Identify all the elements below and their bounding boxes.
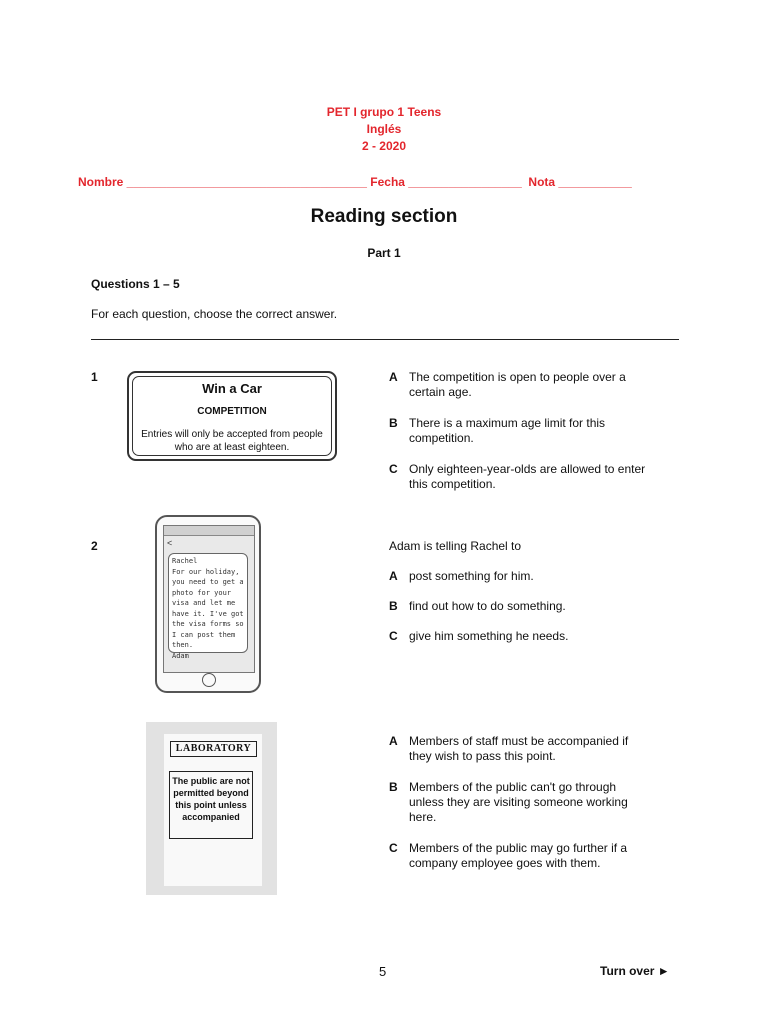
header-title: PET I grupo 1 Teens: [326, 105, 442, 119]
answer-option[interactable]: [389, 599, 649, 614]
answer-option[interactable]: [389, 370, 649, 400]
status-bar: [164, 526, 254, 536]
home-button-icon: [202, 673, 216, 687]
option-letter: C: [389, 462, 398, 476]
competition-notice: [127, 371, 337, 461]
phone-screen: [163, 525, 255, 673]
section-title: Reading section: [310, 206, 458, 227]
answer-option[interactable]: [389, 734, 649, 764]
instruction: For each question, choose the correct answer.: [91, 307, 338, 321]
option-letter: A: [389, 370, 398, 384]
part-label: Part 1: [367, 246, 401, 260]
header-subject: Inglés: [366, 122, 402, 136]
option-letter: B: [389, 416, 398, 430]
option-letter: C: [389, 629, 398, 643]
text-message: Rachel For our holiday, you need to get a photo for your visa and let me have it. I've got the visa forms so I can post them then. Adam: [168, 553, 248, 653]
answer-option[interactable]: [389, 841, 649, 871]
option-letter: A: [389, 569, 398, 583]
option-letter: B: [389, 780, 398, 794]
questions-range: Questions 1 – 5: [91, 277, 180, 291]
name-date-grade-fields: Nombre ____________________________________ Fecha _________________ Nota ___________: [78, 175, 632, 189]
sign-body: The public are not permitted beyond this point unless accompanied: [169, 771, 253, 839]
notice-title: Win a Car: [202, 381, 262, 396]
header-term: 2 - 2020: [361, 139, 407, 153]
option-letter: A: [389, 734, 398, 748]
page-number: 5: [379, 964, 387, 979]
option-text: There is a maximum age limit for this competition.: [409, 416, 606, 445]
option-text: Members of staff must be accompanied if they wish to pass this point.: [409, 734, 629, 763]
laboratory-sign: [146, 722, 277, 895]
question-number: 2: [91, 539, 98, 553]
option-text: The competition is open to people over a certain age.: [409, 370, 626, 399]
answer-option[interactable]: [389, 569, 649, 584]
turn-over-label: Turn over ►: [600, 964, 670, 978]
option-text: find out how to do something.: [409, 599, 566, 613]
option-text: Members of the public can't go through unless they are visiting someone working here.: [409, 780, 628, 824]
notice-subtitle: COMPETITION: [197, 406, 267, 417]
option-text: Members of the public may go further if a company employee goes with them.: [409, 841, 628, 870]
divider: [91, 339, 679, 340]
back-chevron-icon: <: [167, 538, 173, 548]
option-letter: C: [389, 841, 398, 855]
sign-title: LABORATORY: [170, 741, 257, 757]
answer-option[interactable]: [389, 780, 649, 825]
answer-option[interactable]: [389, 416, 649, 446]
answer-option[interactable]: [389, 462, 649, 492]
option-text: give him something he needs.: [409, 629, 569, 643]
option-text: Only eighteen-year-olds are allowed to enter this competition.: [409, 462, 646, 491]
option-text: post something for him.: [409, 569, 534, 583]
notice-body: Entries will only be accepted from people who are at least eighteen.: [141, 429, 323, 453]
question-stem: Adam is telling Rachel to: [389, 539, 522, 553]
answer-option[interactable]: [389, 629, 649, 644]
phone-illustration: [155, 515, 261, 693]
option-letter: B: [389, 599, 398, 613]
question-number: 1: [91, 370, 98, 384]
